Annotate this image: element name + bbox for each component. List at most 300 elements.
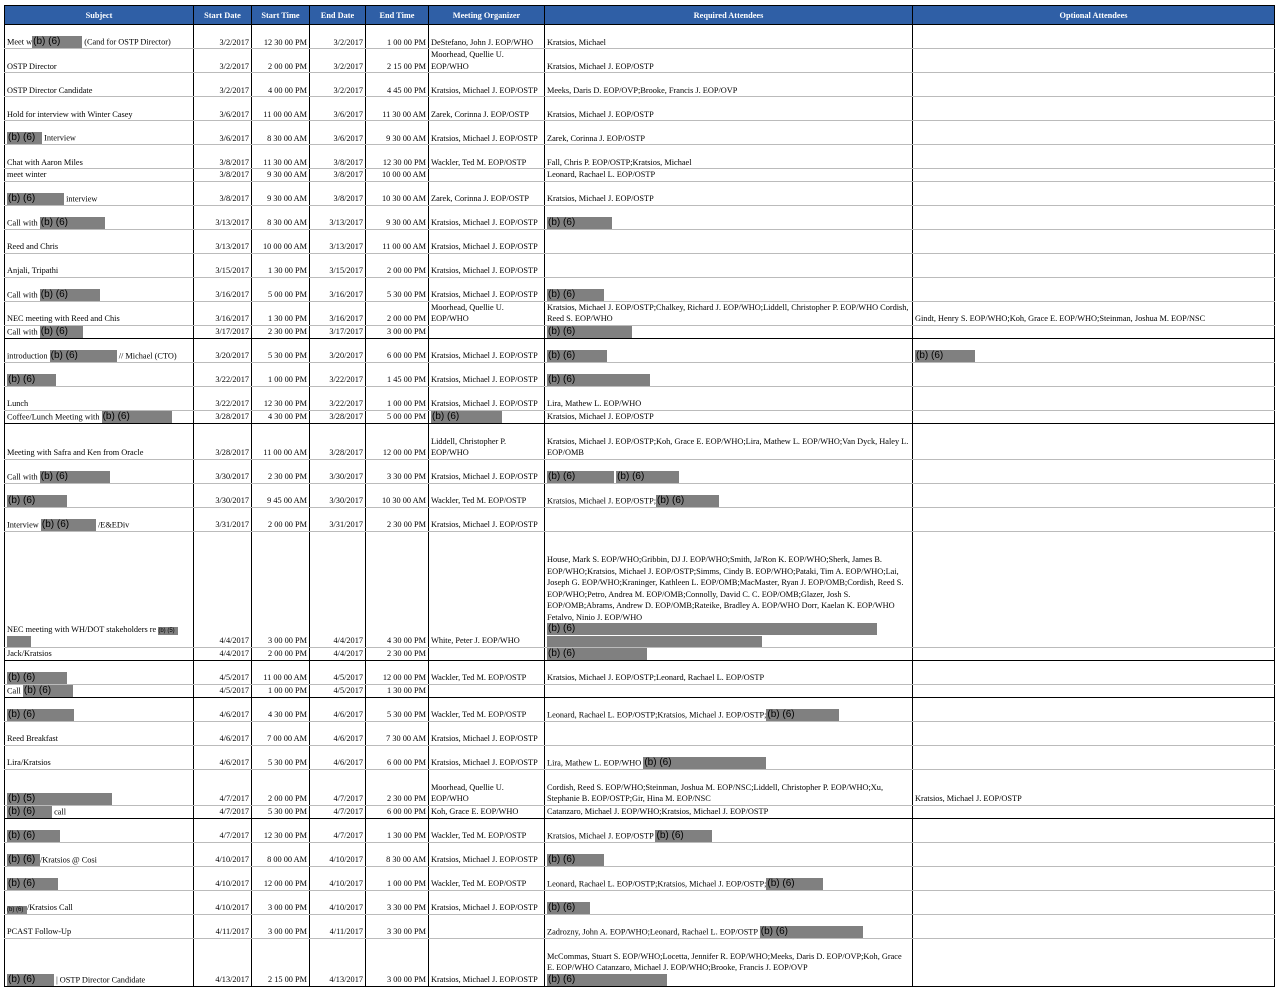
cell-subject	[5, 277, 194, 301]
cell-end-time: 2 15 00 PM	[366, 49, 429, 73]
cell-optional-attendees	[913, 253, 1275, 277]
cell-end-date: 4/7/2017	[310, 769, 366, 805]
cell-subject	[5, 914, 194, 938]
cell-organizer: Kratsios, Michael J. EOP/OSTP	[429, 73, 545, 97]
cell-start-time: 11 00 00 AM	[252, 660, 310, 684]
table-row	[5, 145, 1275, 169]
cell-start-date: 3/2/2017	[194, 73, 252, 97]
cell-end-date: 3/16/2017	[310, 301, 366, 325]
cell-start-time: 3 00 00 PM	[252, 890, 310, 914]
cell-organizer: Kratsios, Michael J. EOP/OSTP	[429, 362, 545, 386]
cell-end-date: 3/2/2017	[310, 73, 366, 97]
cell-optional-attendees	[913, 890, 1275, 914]
redaction-box: (b) (6)	[547, 648, 647, 660]
table-row	[5, 410, 1275, 423]
cell-optional-attendees	[913, 507, 1275, 531]
redaction-box: (b) (6)	[547, 217, 612, 229]
redaction-box: (b) (6)	[656, 495, 719, 507]
cell-optional-attendees	[913, 49, 1275, 73]
cell-start-time: 9 30 00 AM	[252, 181, 310, 205]
cell-text: Chat with Aaron Miles	[7, 157, 83, 167]
cell-required-attendees	[545, 229, 913, 253]
redaction-box: (b) (6)	[7, 854, 40, 866]
cell-text: Reed Breakfast	[7, 734, 58, 743]
cell-subject	[5, 145, 194, 169]
cell-text: Coffee/Lunch Meeting with	[7, 412, 102, 421]
redaction-box: (b) (6)	[547, 902, 590, 914]
redaction-box: (b) (6)	[547, 974, 667, 986]
cell-start-time: 5 30 00 PM	[252, 338, 310, 362]
cell-subject	[5, 507, 194, 531]
cell-organizer: Wackler, Ted M. EOP/OSTP	[429, 866, 545, 890]
cell-start-time: 12 00 00 PM	[252, 866, 310, 890]
cell-text: Reed and Chris	[7, 242, 59, 251]
cell-required-attendees	[545, 423, 913, 459]
cell-organizer: Kratsios, Michael J. EOP/OSTP	[429, 745, 545, 769]
table-row	[5, 890, 1275, 914]
cell-start-date: 3/20/2017	[194, 338, 252, 362]
table-row	[5, 531, 1275, 647]
cell-required-attendees	[545, 49, 913, 73]
table-row	[5, 818, 1275, 842]
cell-end-date: 4/5/2017	[310, 684, 366, 697]
cell-required-attendees	[545, 410, 913, 423]
cell-subject	[5, 769, 194, 805]
cell-subject	[5, 25, 194, 49]
cell-optional-attendees	[913, 459, 1275, 483]
cell-start-date: 4/13/2017	[194, 938, 252, 986]
cell-text: interview	[64, 194, 98, 203]
cell-subject	[5, 805, 194, 818]
cell-text: Kratsios, Michael J. EOP/OSTP;Koh, Grace E. EOP/WHO;Lira, Mathew L. EOP/WHO;Van Dyck, Haley L. EOP/OMB	[547, 436, 909, 457]
table-row	[5, 866, 1275, 890]
cell-start-date: 4/5/2017	[194, 660, 252, 684]
table-row	[5, 362, 1275, 386]
table-row	[5, 459, 1275, 483]
cell-end-date: 3/30/2017	[310, 459, 366, 483]
cell-text: Meeting with Safra and Ken from Oracle	[7, 448, 144, 457]
cell-end-time: 2 00 00 PM	[366, 253, 429, 277]
cell-start-date: 3/30/2017	[194, 483, 252, 507]
table-row	[5, 805, 1275, 818]
cell-subject	[5, 423, 194, 459]
cell-required-attendees	[545, 745, 913, 769]
cell-start-date: 4/5/2017	[194, 684, 252, 697]
cell-end-date: 4/6/2017	[310, 697, 366, 721]
cell-optional-attendees	[913, 660, 1275, 684]
cell-subject	[5, 73, 194, 97]
cell-optional-attendees	[913, 97, 1275, 121]
cell-text: Lira, Mathew L. EOP/WHO	[547, 758, 644, 767]
table-row	[5, 386, 1275, 410]
cell-subject	[5, 660, 194, 684]
cell-optional-attendees	[913, 531, 1275, 647]
cell-end-date: 4/11/2017	[310, 914, 366, 938]
redaction-box: (b) (6)	[655, 830, 712, 842]
cell-start-date: 4/6/2017	[194, 721, 252, 745]
cell-end-time: 11 30 00 AM	[366, 97, 429, 121]
cell-end-date: 3/2/2017	[310, 49, 366, 73]
redaction-box: (b) (6)	[7, 709, 74, 721]
cell-text: Call with	[7, 290, 40, 299]
cell-required-attendees	[545, 805, 913, 818]
cell-end-date: 4/4/2017	[310, 647, 366, 660]
cell-text: /Kratsios @ Cosi	[40, 855, 97, 864]
cell-end-time: 6 00 00 PM	[366, 745, 429, 769]
cell-start-time: 10 00 00 AM	[252, 229, 310, 253]
cell-required-attendees	[545, 531, 913, 647]
cell-subject	[5, 362, 194, 386]
cell-subject	[5, 410, 194, 423]
table-row	[5, 169, 1275, 182]
table-row	[5, 181, 1275, 205]
calendar-table	[4, 5, 1275, 987]
redaction-box: (b) (6)	[547, 350, 607, 362]
cell-text: Kratsios, Michael J. EOP/OSTP;Chalkey, Richard J. EOP/WHO;Liddell, Christopher P. EOP/WHO Cordish, Reed S. EOP/WHO	[547, 302, 909, 323]
cell-end-time: 10 30 00 AM	[366, 181, 429, 205]
cell-start-date: 4/7/2017	[194, 818, 252, 842]
cell-start-date: 4/6/2017	[194, 697, 252, 721]
cell-end-time: 1 45 00 PM	[366, 362, 429, 386]
cell-start-date: 3/31/2017	[194, 507, 252, 531]
col-header-optional: Optional Attendees	[913, 6, 1275, 25]
cell-organizer: Kratsios, Michael J. EOP/OSTP	[429, 121, 545, 145]
table-row	[5, 660, 1275, 684]
cell-text: Catanzaro, Michael J. EOP/WHO;Kratsios, Michael J. EOP/OSTP	[547, 807, 769, 816]
cell-end-time: 9 30 00 AM	[366, 205, 429, 229]
cell-text: Lunch	[7, 399, 29, 408]
cell-text: /Kratsios Call	[27, 903, 73, 912]
redaction-box: (b) (6)	[40, 289, 100, 301]
table-row	[5, 301, 1275, 325]
cell-text: | OSTP Director Candidate	[54, 975, 146, 984]
redaction-box: (b) (6)	[616, 471, 679, 483]
col-header-required: Required Attendees	[545, 6, 913, 25]
table-row	[5, 73, 1275, 97]
cell-text: Call with	[7, 472, 40, 481]
cell-text: Leonard, Rachael L. EOP/OSTP	[547, 170, 656, 179]
cell-end-date: 3/8/2017	[310, 145, 366, 169]
cell-start-date: 3/30/2017	[194, 459, 252, 483]
cell-required-attendees	[545, 362, 913, 386]
cell-text: Interview	[42, 133, 76, 143]
cell-start-date: 3/17/2017	[194, 325, 252, 338]
cell-text: Anjali, Tripathi	[7, 266, 59, 275]
cell-end-date: 4/6/2017	[310, 745, 366, 769]
cell-organizer: DeStefano, John J. EOP/WHO	[429, 25, 545, 49]
cell-start-date: 4/10/2017	[194, 890, 252, 914]
cell-required-attendees	[545, 818, 913, 842]
cell-organizer: Kratsios, Michael J. EOP/OSTP	[429, 890, 545, 914]
table-row	[5, 325, 1275, 338]
cell-optional-attendees	[913, 745, 1275, 769]
table-row	[5, 842, 1275, 866]
cell-end-time: 3 30 00 PM	[366, 914, 429, 938]
cell-end-date: 3/8/2017	[310, 181, 366, 205]
cell-end-date: 3/13/2017	[310, 229, 366, 253]
cell-start-date: 3/8/2017	[194, 169, 252, 182]
col-header-end-time: End Time	[366, 6, 429, 25]
cell-text: meet winter	[7, 170, 47, 179]
cell-end-time: 2 30 00 PM	[366, 507, 429, 531]
cell-organizer: Zarek, Corinna J. EOP/OSTP	[429, 181, 545, 205]
cell-optional-attendees	[913, 181, 1275, 205]
cell-start-date: 3/13/2017	[194, 229, 252, 253]
cell-start-time: 3 00 00 PM	[252, 531, 310, 647]
cell-end-time: 5 30 00 PM	[366, 277, 429, 301]
cell-text: Kratsios, Michael J. EOP/OSTP	[547, 412, 654, 421]
redaction-box: (b) (6)	[50, 350, 117, 362]
redaction-box: (b) (6)	[23, 685, 73, 697]
cell-required-attendees	[545, 914, 913, 938]
cell-start-time: 1 00 00 PM	[252, 684, 310, 697]
cell-subject	[5, 301, 194, 325]
cell-text: Kratsios, Michael J. EOP/OSTP	[547, 61, 654, 71]
cell-required-attendees	[545, 169, 913, 182]
cell-organizer: Kratsios, Michael J. EOP/OSTP	[429, 277, 545, 301]
cell-start-date: 3/22/2017	[194, 386, 252, 410]
cell-organizer: Wackler, Ted M. EOP/OSTP	[429, 145, 545, 169]
table-row	[5, 338, 1275, 362]
cell-subject	[5, 938, 194, 986]
cell-text: Kratsios, Michael J. EOP/OSTP	[547, 109, 654, 119]
cell-required-attendees	[545, 97, 913, 121]
cell-text: Meet w	[7, 37, 33, 47]
cell-subject	[5, 229, 194, 253]
cell-start-time: 7 00 00 AM	[252, 721, 310, 745]
cell-start-time: 2 00 00 PM	[252, 647, 310, 660]
cell-organizer: Kratsios, Michael J. EOP/OSTP	[429, 507, 545, 531]
redaction-box: (b) (6)	[7, 495, 67, 507]
cell-optional-attendees	[913, 647, 1275, 660]
cell-start-date: 3/8/2017	[194, 145, 252, 169]
redaction-box: (b) (6)	[7, 974, 54, 986]
cell-organizer: Kratsios, Michael J. EOP/OSTP	[429, 938, 545, 986]
redaction-box	[547, 636, 762, 647]
cell-optional-attendees	[913, 121, 1275, 145]
redaction-box: (b) (6)	[7, 830, 60, 842]
redaction-box: (b) (6)	[40, 217, 105, 229]
cell-start-date: 3/6/2017	[194, 121, 252, 145]
cell-start-date: 4/7/2017	[194, 769, 252, 805]
cell-start-date: 3/22/2017	[194, 362, 252, 386]
cell-optional-attendees	[913, 73, 1275, 97]
cell-organizer: Liddell, Christopher P. EOP/WHO	[429, 423, 545, 459]
cell-organizer: Wackler, Ted M. EOP/OSTP	[429, 660, 545, 684]
cell-end-time: 1 00 00 PM	[366, 386, 429, 410]
cell-organizer: Moorhead, Quellie U. EOP/WHO	[429, 301, 545, 325]
cell-end-date: 4/6/2017	[310, 721, 366, 745]
cell-text: Meeks, Daris D. EOP/OVP;Brooke, Francis J. EOP/OVP	[547, 85, 738, 95]
cell-start-time: 2 15 00 PM	[252, 938, 310, 986]
cell-organizer: Kratsios, Michael J. EOP/OSTP	[429, 721, 545, 745]
cell-organizer: Kratsios, Michael J. EOP/OSTP	[429, 205, 545, 229]
cell-end-time: 2 30 00 PM	[366, 769, 429, 805]
cell-start-date: 4/4/2017	[194, 531, 252, 647]
cell-start-time: 5 00 00 PM	[252, 277, 310, 301]
cell-end-date: 3/30/2017	[310, 483, 366, 507]
cell-end-date: 3/6/2017	[310, 121, 366, 145]
cell-subject	[5, 338, 194, 362]
cell-end-date: 3/20/2017	[310, 338, 366, 362]
cell-start-time: 12 30 00 PM	[252, 386, 310, 410]
cell-required-attendees	[545, 325, 913, 338]
table-row	[5, 49, 1275, 73]
table-row	[5, 721, 1275, 745]
cell-start-date: 3/6/2017	[194, 97, 252, 121]
cell-end-time: 3 30 00 PM	[366, 459, 429, 483]
cell-start-time: 1 00 00 PM	[252, 362, 310, 386]
cell-end-date: 4/13/2017	[310, 938, 366, 986]
cell-required-attendees	[545, 938, 913, 986]
cell-end-time: 3 00 00 PM	[366, 938, 429, 986]
cell-optional-attendees	[913, 697, 1275, 721]
cell-text: Call with	[7, 327, 40, 336]
cell-organizer: Wackler, Ted M. EOP/OSTP	[429, 483, 545, 507]
cell-organizer: Kratsios, Michael J. EOP/OSTP	[429, 842, 545, 866]
cell-text: Lira/Kratsios	[7, 758, 51, 767]
table-row	[5, 647, 1275, 660]
cell-text: Call with	[7, 218, 40, 227]
cell-end-time: 1 00 00 PM	[366, 25, 429, 49]
table-row	[5, 97, 1275, 121]
cell-required-attendees	[545, 301, 913, 325]
redaction-box: (b) (6)	[643, 757, 766, 769]
redaction-box: (b) (6)	[547, 289, 604, 301]
cell-subject	[5, 842, 194, 866]
cell-required-attendees	[545, 842, 913, 866]
cell-organizer: Kratsios, Michael J. EOP/OSTP	[429, 386, 545, 410]
cell-end-time: 9 30 00 AM	[366, 121, 429, 145]
cell-text: NEC meeting with Reed and Chis	[7, 314, 120, 323]
cell-end-time: 12 00 00 PM	[366, 423, 429, 459]
cell-end-time: 2 30 00 PM	[366, 647, 429, 660]
redaction-box: (b) (6)	[760, 926, 863, 938]
cell-end-time: 5 00 00 PM	[366, 410, 429, 423]
cell-start-date: 4/7/2017	[194, 805, 252, 818]
cell-required-attendees	[545, 684, 913, 697]
cell-optional-attendees	[913, 805, 1275, 818]
cell-start-date: 3/15/2017	[194, 253, 252, 277]
cell-text: call	[52, 807, 67, 816]
cell-organizer: Kratsios, Michael J. EOP/OSTP	[429, 338, 545, 362]
cell-subject	[5, 684, 194, 697]
table-row	[5, 277, 1275, 301]
cell-text: Hold for interview with Winter Casey	[7, 109, 133, 119]
cell-subject	[5, 745, 194, 769]
table-row	[5, 914, 1275, 938]
redaction-box: (b) (6)	[7, 374, 56, 386]
col-header-start-time: Start Time	[252, 6, 310, 25]
cell-text: introduction	[7, 351, 50, 360]
cell-subject	[5, 49, 194, 73]
cell-optional-attendees	[913, 721, 1275, 745]
cell-start-time: 11 00 00 AM	[252, 423, 310, 459]
redaction-box: (b) (6)	[766, 709, 839, 721]
table-row	[5, 229, 1275, 253]
cell-optional-attendees	[913, 362, 1275, 386]
cell-subject	[5, 169, 194, 182]
cell-optional-attendees	[913, 25, 1275, 49]
cell-end-date: 4/7/2017	[310, 805, 366, 818]
redaction-box: (b) (6)	[7, 193, 64, 205]
cell-subject	[5, 121, 194, 145]
cell-end-time: 6 00 00 PM	[366, 805, 429, 818]
cell-organizer	[429, 914, 545, 938]
cell-start-date: 3/13/2017	[194, 205, 252, 229]
header-row	[5, 6, 1275, 25]
redaction-box: (b) (6)	[547, 471, 614, 483]
cell-end-time: 3 30 00 PM	[366, 890, 429, 914]
cell-start-time: 1 30 00 PM	[252, 253, 310, 277]
cell-optional-attendees	[913, 277, 1275, 301]
cell-text: NEC meeting with WH/DOT stakeholders re	[7, 624, 159, 634]
cell-text: Leonard, Rachael L. EOP/OSTP;Kratsios, Michael J. EOP/OSTP;	[547, 710, 767, 719]
cell-start-date: 4/6/2017	[194, 745, 252, 769]
cell-start-date: 3/16/2017	[194, 277, 252, 301]
redaction-box: (b) (6)	[547, 326, 632, 338]
cell-start-time: 4 30 00 PM	[252, 410, 310, 423]
cell-required-attendees	[545, 507, 913, 531]
col-header-start-date: Start Date	[194, 6, 252, 25]
cell-start-time: 8 00 00 AM	[252, 842, 310, 866]
cell-end-time: 2 00 00 PM	[366, 301, 429, 325]
redaction-box: (b) (6)	[32, 36, 82, 48]
cell-start-time: 4 00 00 PM	[252, 73, 310, 97]
cell-end-time: 1 30 00 PM	[366, 684, 429, 697]
table-row	[5, 507, 1275, 531]
cell-start-time: 8 30 00 AM	[252, 205, 310, 229]
cell-subject	[5, 483, 194, 507]
cell-start-date: 4/10/2017	[194, 842, 252, 866]
cell-text: // Michael (CTO)	[116, 351, 177, 360]
table-row	[5, 205, 1275, 229]
cell-text: Kratsios, Michael	[547, 37, 606, 47]
cell-subject	[5, 97, 194, 121]
cell-required-attendees	[545, 205, 913, 229]
cell-end-time: 7 30 00 AM	[366, 721, 429, 745]
cell-optional-attendees	[913, 386, 1275, 410]
cell-text: (Cand for OSTP Director)	[82, 37, 171, 47]
cell-text: Call	[7, 686, 23, 695]
cell-required-attendees	[545, 73, 913, 97]
cell-subject	[5, 253, 194, 277]
redaction-box: (b) (6)	[7, 132, 42, 144]
redaction-box: (b) (6)	[41, 519, 96, 531]
cell-organizer: White, Peter J. EOP/WHO	[429, 531, 545, 647]
cell-optional-attendees	[913, 169, 1275, 182]
cell-optional-attendees	[913, 229, 1275, 253]
cell-end-time: 10 30 00 AM	[366, 483, 429, 507]
cell-end-date: 3/8/2017	[310, 169, 366, 182]
cell-organizer: Moorhead, Quellie U. EOP/WHO	[429, 769, 545, 805]
table-row	[5, 121, 1275, 145]
cell-optional-attendees	[913, 301, 1275, 325]
cell-text: Lira, Mathew L. EOP/WHO	[547, 399, 642, 408]
cell-text: Kratsios, Michael J. EOP/OSTP	[547, 194, 654, 203]
cell-start-time: 2 30 00 PM	[252, 325, 310, 338]
cell-end-date: 3/17/2017	[310, 325, 366, 338]
table-body	[5, 25, 1275, 987]
redaction-box: (b) (6)	[7, 906, 27, 914]
col-header-organizer: Meeting Organizer	[429, 6, 545, 25]
cell-organizer: Moorhead, Quellie U. EOP/WHO	[429, 49, 545, 73]
cell-subject	[5, 181, 194, 205]
cell-end-time: 8 30 00 AM	[366, 842, 429, 866]
cell-optional-attendees	[913, 205, 1275, 229]
table-row	[5, 938, 1275, 986]
cell-required-attendees	[545, 660, 913, 684]
